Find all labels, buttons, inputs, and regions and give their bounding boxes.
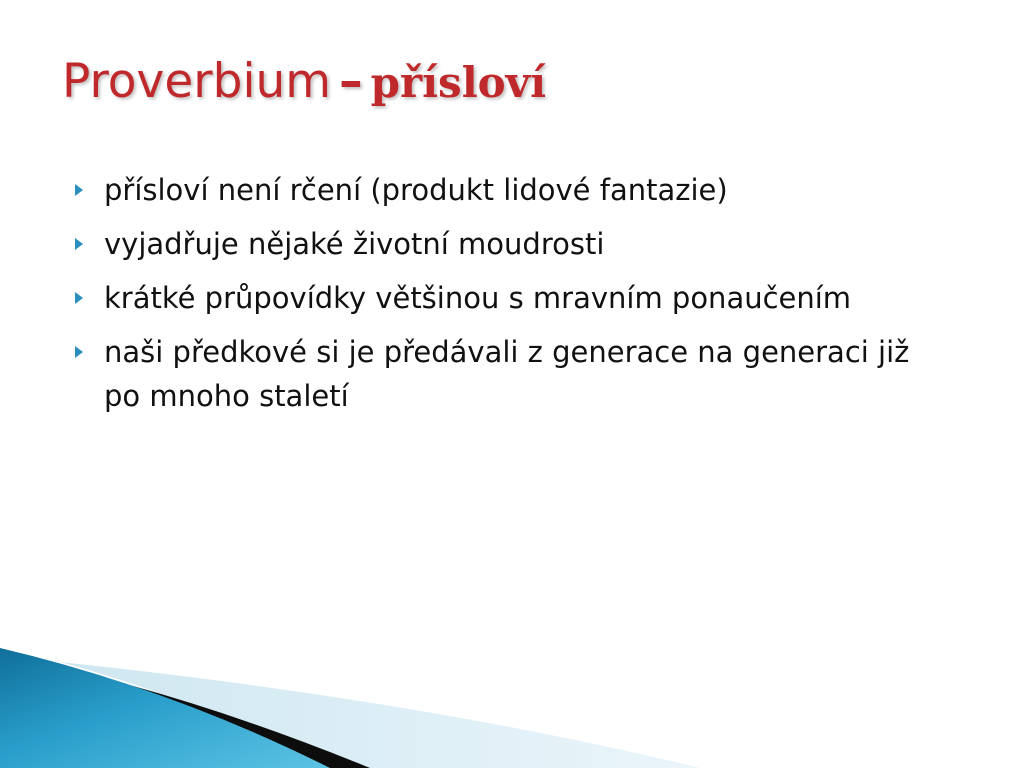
title-sub: přísloví (370, 58, 547, 107)
bullet-item (0, 276, 940, 320)
bullet-item (0, 168, 940, 212)
wave-light-band (60, 662, 700, 768)
bullet-arrow-icon (75, 346, 83, 358)
bullet-item (0, 222, 940, 266)
wave-dark-stripe (0, 654, 370, 768)
slide-title (62, 54, 547, 109)
title-main: Proverbium (62, 54, 332, 109)
bullet-arrow-icon (75, 238, 83, 250)
bullet-text: krátké průpovídky většinou s mravním ponaučením (104, 281, 852, 315)
title-dash: – (339, 54, 363, 109)
bullet-arrow-icon (75, 292, 83, 304)
bullet-text: přísloví není rčení (produkt lidové fantazie) (104, 173, 728, 207)
bullet-arrow-icon (75, 184, 83, 196)
bullet-text: vyjadřuje nějaké životní moudrosti (104, 227, 605, 261)
bullet-text: naši předkové si je předávali z generace na generaci již po mnoho staletí (104, 335, 910, 413)
bullet-item (0, 330, 940, 418)
wave-blue-band (0, 648, 330, 768)
bullet-list (0, 168, 940, 428)
